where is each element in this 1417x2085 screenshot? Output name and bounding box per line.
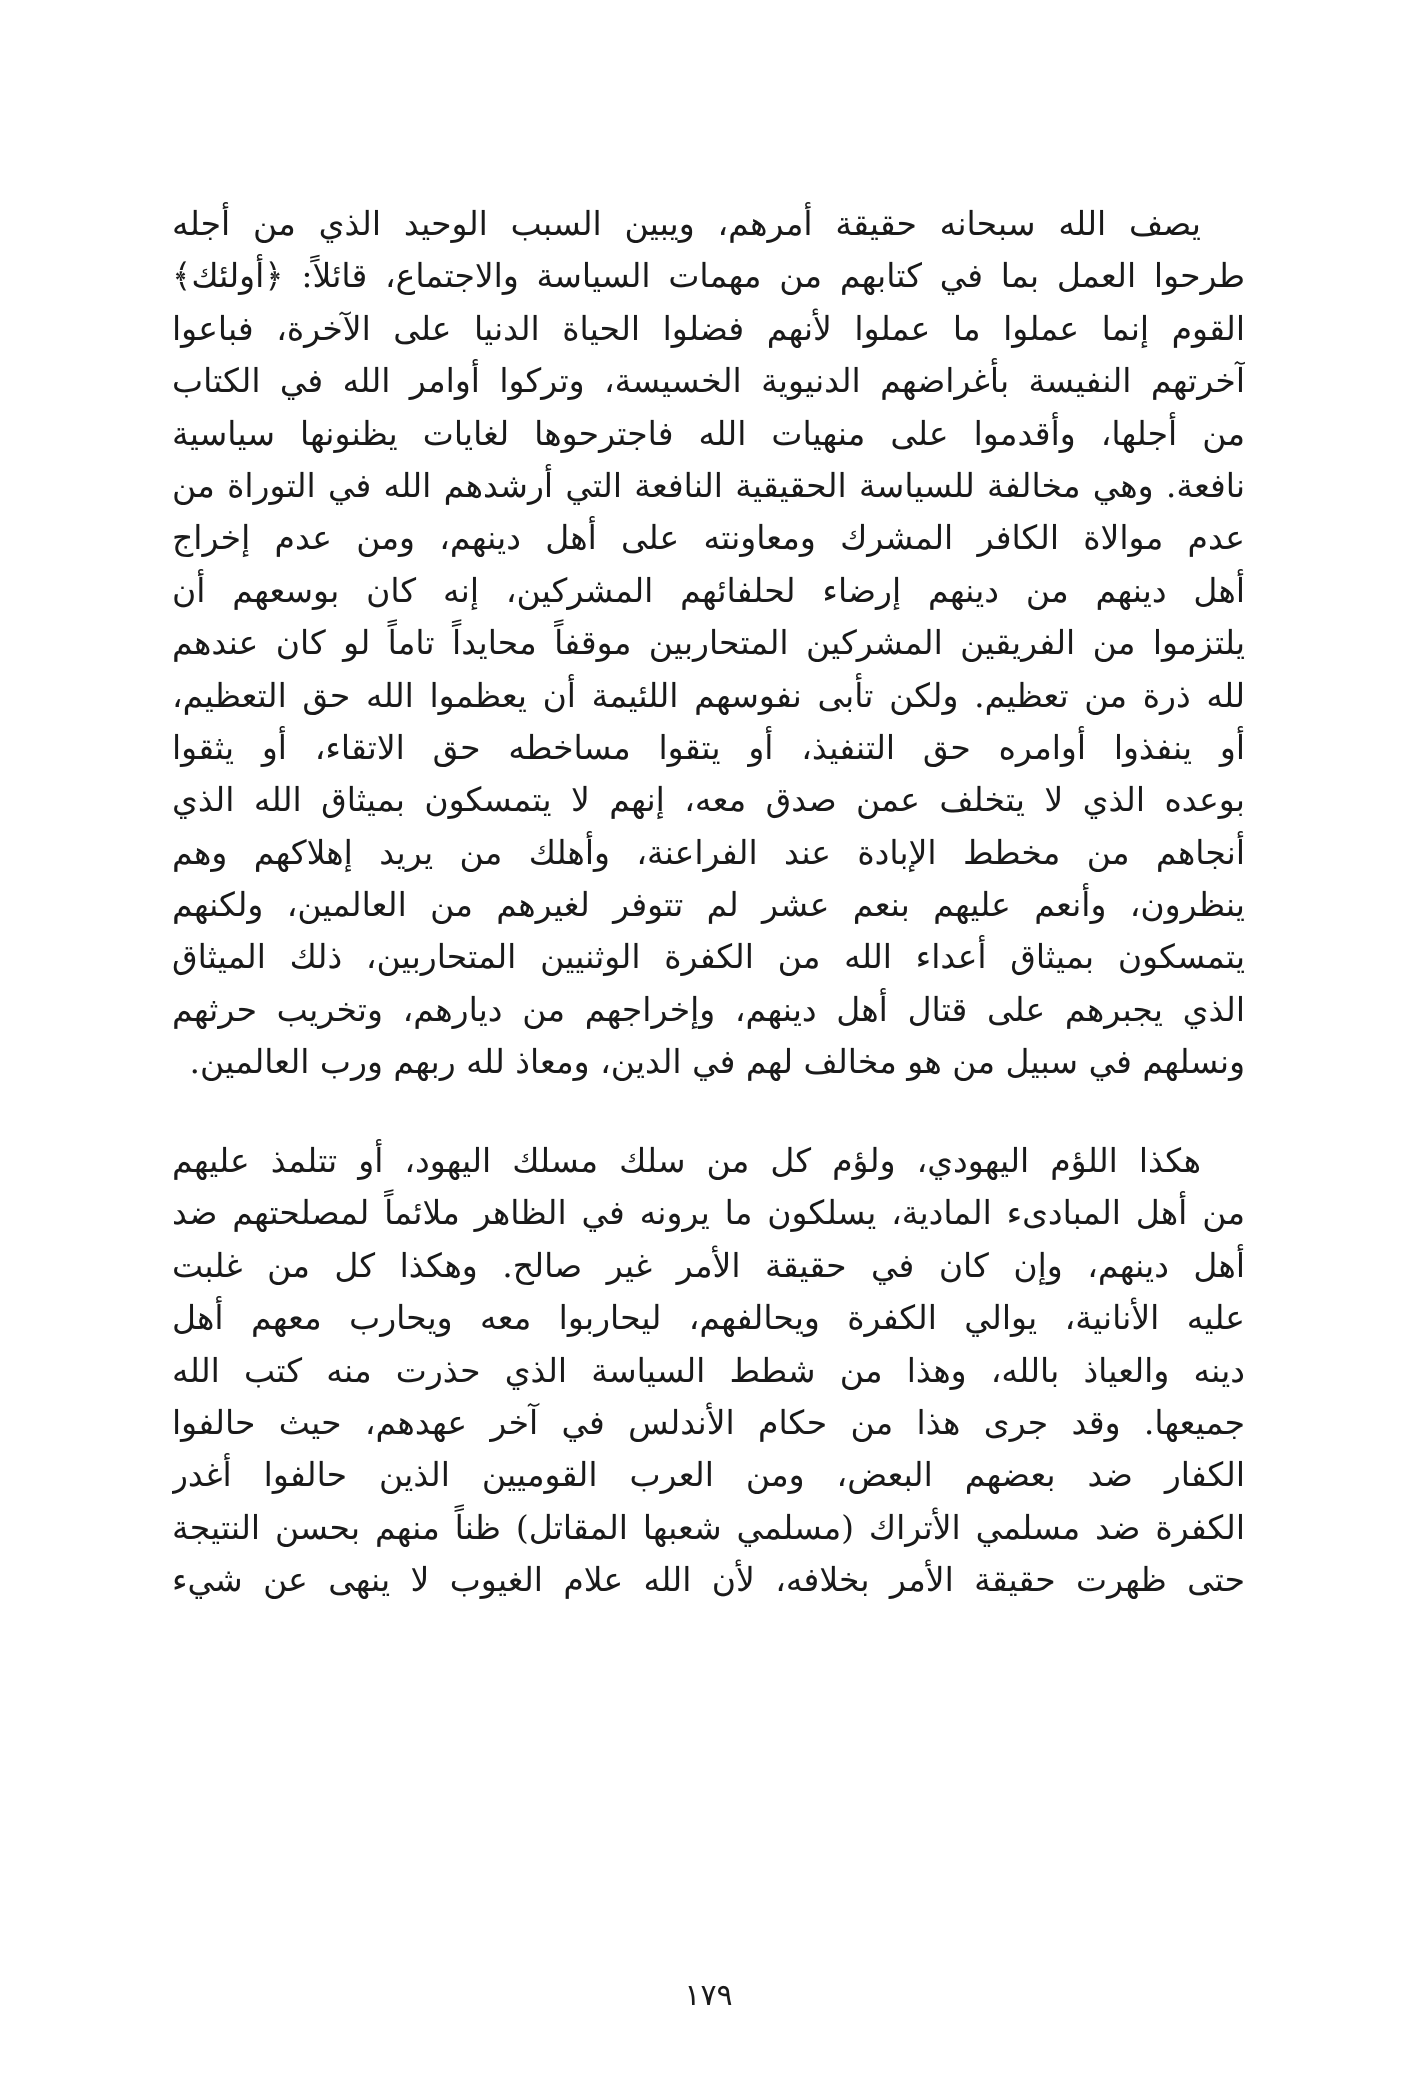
text-line: أنجاهم من مخطط الإبادة عند الفراعنة، وأهلك من يريد إهلاكهم وهم xyxy=(172,832,1245,872)
text-line: يصف الله سبحانه حقيقة أمرهم، ويبين السبب الوحيد الذي من أجله xyxy=(172,204,1201,243)
text-line: لله ذرة من تعظيم. ولكن تأبى نفوسهم اللئيمة أن يعظموا الله حق التعظيم، xyxy=(172,675,1245,715)
paragraph-1 xyxy=(172,198,1245,1089)
text-line: أهل دينهم، وإن كان في حقيقة الأمر غير صالح. وهكذا كل من غلبت xyxy=(172,1245,1245,1285)
text-line: جميعها. وقد جرى هذا من حكام الأندلس في آخر عهدهم، حيث حالفوا xyxy=(172,1402,1245,1442)
text-line: يلتزموا من الفريقين المشركين المتحاربين موقفاً محايداً تاماً لو كان عندهم xyxy=(172,623,1245,663)
text-line: ونسلهم في سبيل من هو مخالف لهم في الدين، ومعاذ لله ربهم ورب العالمين. xyxy=(189,1042,1245,1082)
text-line: الكفار ضد بعضهم البعض، ومن العرب القوميين الذين حالفوا أغدر xyxy=(172,1455,1245,1495)
text-line: الكفرة ضد مسلمي الأتراك (مسلمي شعبها المقاتل) ظناً منهم بحسن النتيجة xyxy=(172,1507,1245,1547)
text-line: من أجلها، وأقدموا على منهيات الله فاجترحوها لغايات يظنونها سياسية xyxy=(172,413,1245,453)
text-line: بوعده الذي لا يتخلف عمن صدق معه، إنهم لا يتمسكون بميثاق الله الذي xyxy=(172,780,1245,820)
text-line: آخرتهم النفيسة بأغراضهم الدنيوية الخسيسة، وتركوا أوامر الله في الكتاب xyxy=(172,361,1245,401)
text-line: عليه الأنانية، يوالي الكفرة ويحالفهم، ليحاربوا معه ويحارب معهم أهل xyxy=(172,1298,1245,1338)
text-line: نافعة. وهي مخالفة للسياسة الحقيقية النافعة التي أرشدهم الله في التوراة من xyxy=(172,465,1245,505)
text-line: يتمسكون بميثاق أعداء الله من الكفرة الوثنيين المتحاربين، ذلك الميثاق xyxy=(172,937,1245,977)
text-line: أهل دينهم من دينهم إرضاء لحلفائهم المشركين، إنه كان بوسعهم أن xyxy=(172,570,1245,610)
text-line: ينظرون، وأنعم عليهم بنعم عشر لم تتوفر لغيرهم من العالمين، ولكنهم xyxy=(172,885,1245,925)
text-line: القوم إنما عملوا ما عملوا لأنهم فضلوا الحياة الدنيا على الآخرة، فباعوا xyxy=(172,308,1245,348)
text-line: من أهل المبادىء المادية، يسلكون ما يرونه في الظاهر ملائماً لمصلحتهم ضد xyxy=(172,1193,1245,1233)
text-line: هكذا اللؤم اليهودي، ولؤم كل من سلك مسلك اليهود، أو تتلمذ عليهم xyxy=(172,1141,1201,1180)
text-line: الذي يجبرهم على قتال أهل دينهم، وإخراجهم من ديارهم، وتخريب حرثهم xyxy=(172,989,1245,1029)
text-line: دينه والعياذ بالله، وهذا من شطط السياسة الذي حذرت منه كتب الله xyxy=(172,1350,1245,1390)
text-line: عدم موالاة الكافر المشرك ومعاونته على أهل دينهم، ومن عدم إخراج xyxy=(172,518,1245,558)
text-line: أو ينفذوا أوامره حق التنفيذ، أو يتقوا مساخطه حق الاتقاء، أو يثقوا xyxy=(172,727,1245,767)
text-line: طرحوا العمل بما في كتابهم من مهمات السياسة والاجتماع، قائلاً: ﴿أولئك﴾ xyxy=(172,256,1245,296)
paragraph-2 xyxy=(172,1135,1245,1607)
text-line: حتى ظهرت حقيقة الأمر بخلافه، لأن الله علام الغيوب لا ينهى عن شيء xyxy=(172,1560,1245,1600)
page-number: ١٧٩ xyxy=(684,1978,733,2013)
